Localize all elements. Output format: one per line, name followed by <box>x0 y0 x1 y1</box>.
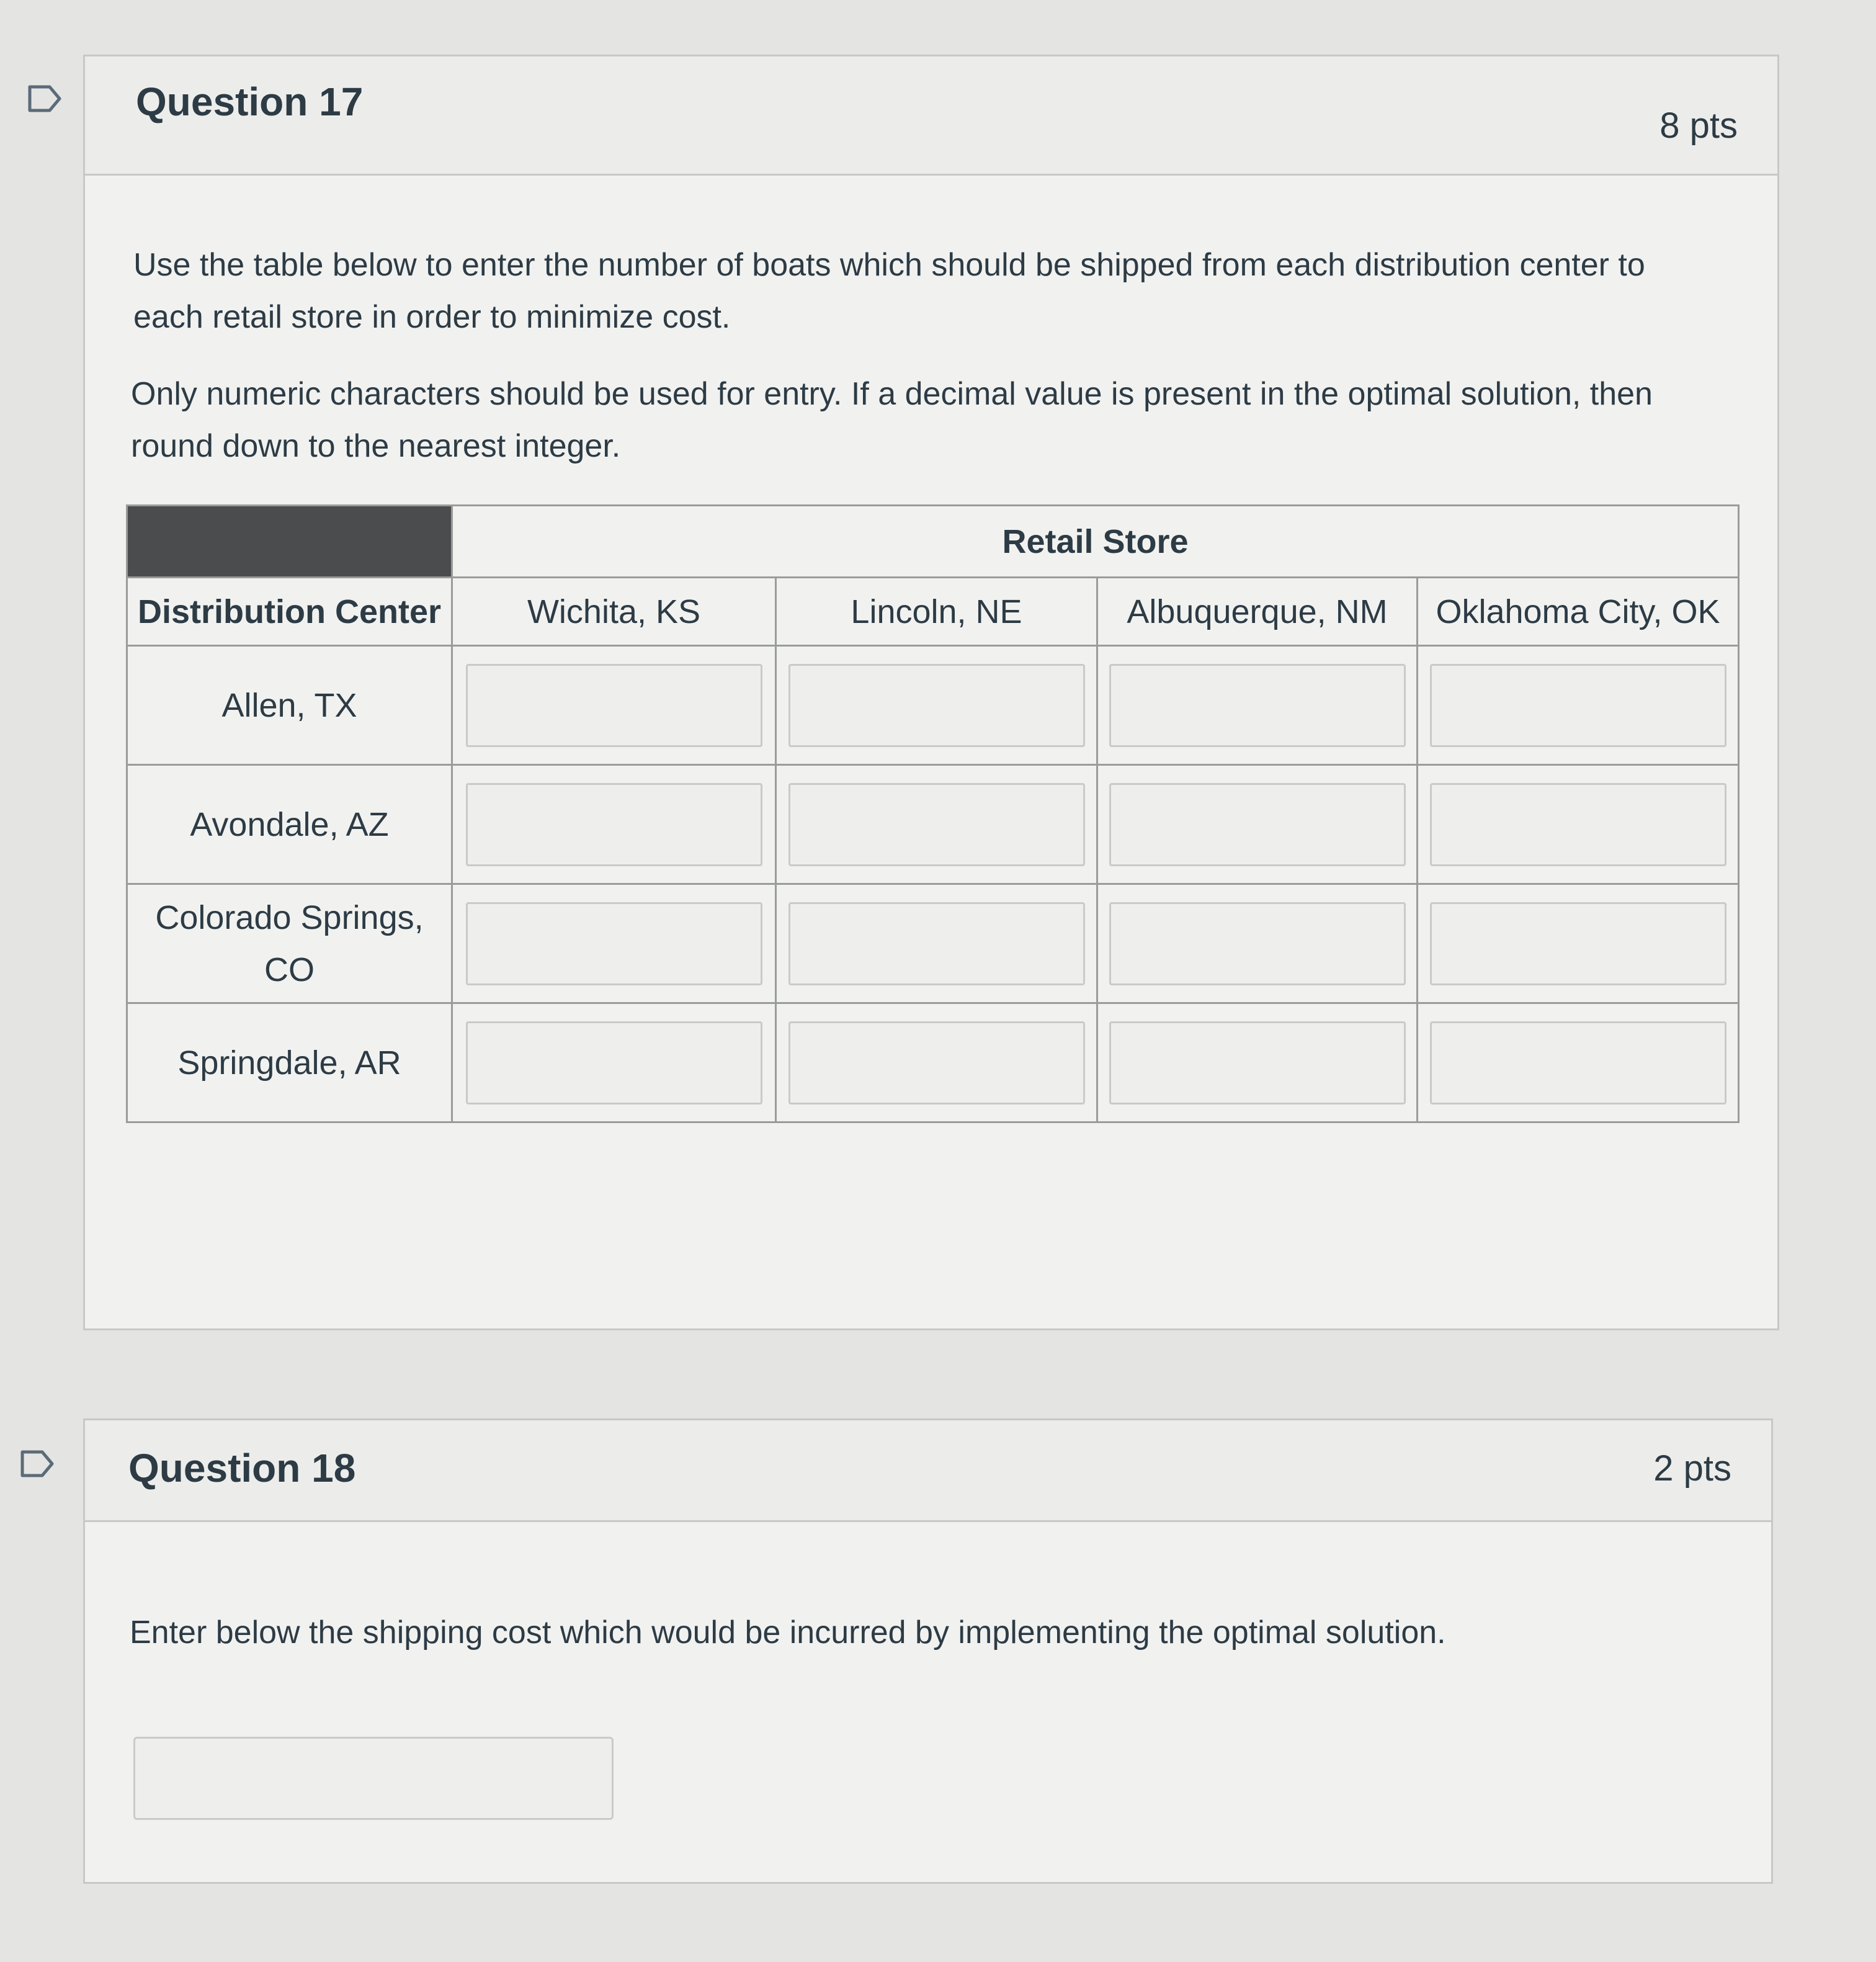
column-header-wichita: Wichita, KS <box>452 578 776 646</box>
answer-input-avondale-lincoln[interactable] <box>788 783 1085 866</box>
answer-input-allen-oklahoma-city[interactable] <box>1430 664 1726 747</box>
row-header-springdale: Springdale, AR <box>127 1003 452 1122</box>
question-instruction: Use the table below to enter the number of boats which should be shipped from each distribution center to each retail store in order to minimize cost. <box>133 247 1645 335</box>
answer-input-allen-albuquerque[interactable] <box>1109 664 1406 747</box>
table-row <box>127 646 1739 765</box>
answer-input-avondale-wichita[interactable] <box>466 783 762 866</box>
table-row <box>127 884 1739 1003</box>
answer-input-springdale-wichita[interactable] <box>466 1021 762 1104</box>
column-header-oklahoma-city: Oklahoma City, OK <box>1418 578 1739 646</box>
question-title: Question 17 <box>136 79 364 124</box>
question-18-panel <box>83 1418 1773 1884</box>
answer-input-colorado-springs-wichita[interactable] <box>466 902 762 985</box>
question-title: Question 18 <box>128 1446 356 1490</box>
question-instruction: Only numeric characters should be used for entry. If a decimal value is present in the optimal solution, then round down to the nearest integer. <box>131 376 1653 464</box>
shipping-cost-input[interactable] <box>133 1737 614 1820</box>
question-points: 8 pts <box>1659 105 1738 146</box>
question-17-panel <box>83 55 1779 1330</box>
table-row <box>127 765 1739 884</box>
question-17-header <box>85 56 1777 176</box>
distribution-center-header: Distribution Center <box>127 578 452 646</box>
answer-input-allen-lincoln[interactable] <box>788 664 1085 747</box>
row-header-avondale: Avondale, AZ <box>127 765 452 884</box>
answer-input-springdale-albuquerque[interactable] <box>1109 1021 1406 1104</box>
table-corner <box>127 506 452 578</box>
shipment-table <box>126 504 1740 1123</box>
flag-question-icon[interactable] <box>27 84 62 113</box>
flag-question-icon[interactable] <box>20 1449 55 1478</box>
answer-input-colorado-springs-oklahoma-city[interactable] <box>1430 902 1726 985</box>
question-instruction: Enter below the shipping cost which would be incurred by implementing the optimal solution. <box>130 1615 1446 1651</box>
retail-store-header: Retail Store <box>452 506 1739 578</box>
question-points: 2 pts <box>1653 1448 1731 1489</box>
answer-input-avondale-oklahoma-city[interactable] <box>1430 783 1726 866</box>
column-header-lincoln: Lincoln, NE <box>776 578 1097 646</box>
answer-input-colorado-springs-albuquerque[interactable] <box>1109 902 1406 985</box>
row-header-allen: Allen, TX <box>127 646 452 765</box>
answer-input-allen-wichita[interactable] <box>466 664 762 747</box>
answer-input-avondale-albuquerque[interactable] <box>1109 783 1406 866</box>
row-header-colorado-springs: Colorado Springs, CO <box>127 884 452 1003</box>
answer-input-springdale-oklahoma-city[interactable] <box>1430 1021 1726 1104</box>
answer-input-springdale-lincoln[interactable] <box>788 1021 1085 1104</box>
question-18-header <box>85 1420 1771 1522</box>
column-header-albuquerque: Albuquerque, NM <box>1097 578 1418 646</box>
answer-input-colorado-springs-lincoln[interactable] <box>788 902 1085 985</box>
table-row <box>127 1003 1739 1122</box>
